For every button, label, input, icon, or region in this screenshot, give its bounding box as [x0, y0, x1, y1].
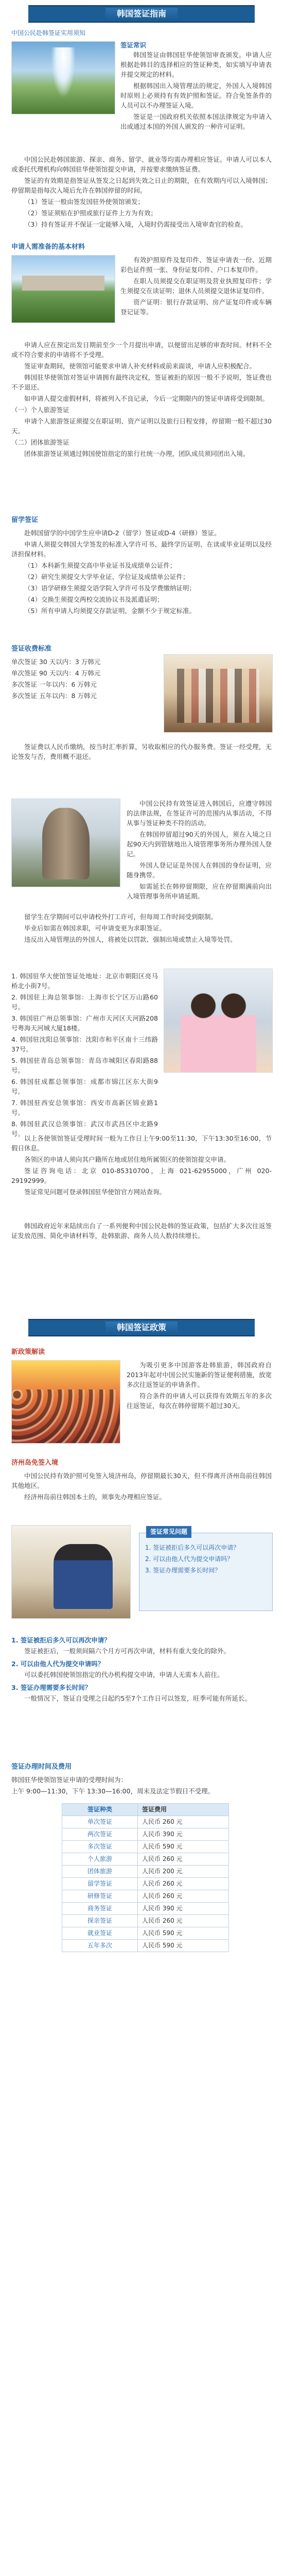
paragraph: 签证是一国政府机关依照本国法律规定为申请入出或通过本国的外国人颁发的一种许可证明。 [120, 113, 272, 130]
tag-jeju: 济州岛免签入境 [11, 1459, 59, 1467]
paragraph: 符合条件的申请人可以获得有效期五年的多次往返签证，每次在韩停留期不超过30天。 [127, 1392, 272, 1410]
faq-section [11, 1633, 272, 1706]
paragraph: 资产证明：银行存款证明、房产证复印件或车辆登记证等。 [120, 298, 272, 316]
paragraph: （1）签证一般由签发国驻外使领馆颁发； [24, 198, 144, 206]
faq-question: 3. 签证办理需要多长时间？ [11, 1684, 92, 1691]
faq-answer: 一般情况下，签证自受理之日起约5至7个工作日可以签发，旺季可能有所延长。 [24, 1694, 251, 1702]
banner-title: 韩国签证指南 [105, 8, 178, 20]
table-cell: 单次签证 [62, 1816, 138, 1828]
faq-question: 1. 签证被拒后多久可以再次申请？ [11, 1636, 111, 1644]
table-cell: 人民币 200 元 [138, 1866, 229, 1878]
paragraph: 如申请人提交虚假材料，将被列入不良记录，今后一定期限内的签证申请将受到限制。 [24, 395, 269, 402]
paragraph: 经济州岛前往韩国本土的，须事先办理相应签证。 [24, 1493, 166, 1501]
office-photo [11, 1525, 131, 1619]
paragraph: 以上各使领馆签证受理时间一般为工作日上午9:00至11:30，下午13:30至16:00，节假日休息。 [11, 1134, 272, 1152]
table-row [62, 1804, 229, 1816]
consulate-item: 1. 韩国驻华大使馆签证处地址：北京市朝阳区亮马桥北小街7号。 [11, 972, 158, 990]
study-visa-body [11, 528, 272, 617]
table-cell: 人民币 590 元 [138, 1841, 229, 1853]
paragraph: 各领区的申请人须向其户籍所在地或居住地所属领区的使领馆提交申请。 [24, 1156, 231, 1163]
fountain-photo [11, 41, 115, 114]
table-cell: 探亲签证 [62, 1915, 138, 1927]
jeju-body [11, 1471, 272, 1503]
paragraph: 签证常见问题可登录韩国驻华使馆官方网站查询。 [24, 1188, 166, 1196]
section3-body [11, 912, 272, 946]
campus-photo [11, 255, 115, 323]
table-row [62, 1841, 229, 1853]
paragraph: 签证咨询电话：北京 010-85310700，上海 021-62955000，广州 020-29192999。 [11, 1167, 272, 1184]
paragraph: 签证审查期间，使领馆可能要求申请人补充材料或前来面谈，申请人应积极配合。 [24, 362, 256, 370]
intro-label: 签证常识 [120, 41, 147, 49]
table-header: 签证种类 [62, 1804, 138, 1816]
subheading-study-visa: 留学签证 [11, 516, 39, 524]
subheading-fee-standard: 签证收费标准 [11, 645, 52, 653]
faq-callout-title: 签证常见问题 [146, 1526, 191, 1538]
fee-list [11, 657, 158, 702]
table-row [62, 1890, 229, 1903]
faq-answer: 可以委托韩国使领馆指定的代办机构提交申请，申请人无需本人前往。 [24, 1671, 224, 1679]
paragraph: （一）个人旅游签证 [11, 406, 69, 414]
paragraph: （4）交换生须提交两校交流协议书及派遣证明； [24, 596, 164, 603]
table-cell: 五年多次 [62, 1940, 138, 1952]
faq-callout-item: 2. 可以由他人代为提交申请吗？ [145, 1555, 234, 1563]
consulate-list [11, 971, 158, 1140]
paragraph: 外国人登记证是外国人在韩国的身份证明，应随身携带。 [127, 861, 272, 879]
table-cell: 两次签证 [62, 1828, 138, 1841]
paragraph: 中国公民持有效签证进入韩国后，应遵守韩国的法律法规，在签证许可的范围内从事活动，不得从事与签证种类不符的活动。 [127, 800, 272, 827]
faq-callout-list [145, 1543, 267, 1577]
paragraph: 团体旅游签证须通过韩国使馆指定的旅行社统一办理，团队成员须同团出入境。 [24, 450, 250, 457]
paragraph: 中国公民持有效护照可免签入境济州岛，停留期最长30天，但不得离开济州岛前往韩国其他地区。 [11, 1472, 272, 1489]
consulate-item: 6. 韩国驻成都总领事馆：成都市锦江区东大街9号。 [11, 1078, 158, 1095]
paragraph: 留学生在学期间可以申请校外打工许可，但每周工作时间受到限制。 [24, 913, 218, 921]
table-cell: 多次签证 [62, 1841, 138, 1853]
table-row [62, 1853, 229, 1866]
table-row [62, 1828, 229, 1841]
table-cell: 人民币 260 元 [138, 1915, 229, 1927]
table-cell: 人民币 260 元 [138, 1853, 229, 1866]
paragraph: 违反出入境管理法的外国人，将被处以罚款、强制出境或禁止入境等处罚。 [24, 936, 237, 943]
faq-callout-item: 3. 签证办理需要多长时间？ [145, 1567, 221, 1574]
materials-column [120, 255, 272, 318]
paragraph: 在职人员须提交在职证明及营业执照复印件；学生须提交在读证明；退休人员须提交退休证复印件。 [120, 277, 272, 295]
students-girls-photo [164, 969, 273, 1073]
paragraph: （二）团体旅游签证 [11, 438, 69, 446]
paragraph: 如需延长在韩停留期限，应在停留期满前向出入境管理事务所申请延期。 [127, 883, 272, 900]
paragraph: 签证的有效期是指签证从签发之日起到失效之日止的期限，在有效期内可以入境韩国；停留期是指每次入境后允许在韩国停留的时间。 [11, 177, 272, 194]
consulate-item: 8. 韩国驻武汉总领事馆：武汉市武昌区中北路9号。 [11, 1120, 158, 1138]
table-row [62, 1940, 229, 1952]
fee-item: 多次签证 一年以内：6 万韩元 [11, 681, 97, 688]
faq-question: 2. 可以由他人代为提交申请吗？ [11, 1660, 104, 1668]
banner-visa-guide [28, 5, 255, 23]
consulate-item: 2. 韩国驻上海总领事馆：上海市长宁区万山路60号。 [11, 993, 158, 1011]
paragraph: 毕业后如需在韩国求职，可申请变更为求职签证。 [24, 924, 166, 932]
paragraph: 韩国签证由韩国驻华使领馆审查颁发。申请人应根据赴韩目的选择相应的签证种类，如实填写申请表并提交规定的材料。 [120, 51, 272, 78]
subheading-materials: 申请人需准备的基本材料 [11, 243, 85, 251]
table-cell: 人民币 590 元 [138, 1927, 229, 1940]
table-cell: 人民币 390 元 [138, 1903, 229, 1915]
table-cell: 商务签证 [62, 1903, 138, 1915]
table-cell: 留学签证 [62, 1878, 138, 1890]
stay-rules-column [127, 799, 272, 903]
tag-new-policy: 新政策解读 [11, 1348, 45, 1356]
table-cell: 个人旅游 [62, 1853, 138, 1866]
table-row [62, 1915, 229, 1927]
consulate-item: 5. 韩国驻青岛总领事馆：青岛市城阳区春阳路88号。 [11, 1057, 158, 1074]
consulate-item: 3. 韩国驻广州总领事馆：广州市天河区天河路208号粤海天河城大厦18楼。 [11, 1014, 158, 1032]
table-row [62, 1903, 229, 1915]
table-cell: 研修签证 [62, 1890, 138, 1903]
crowd-photo [11, 1360, 120, 1444]
consulate-item: 7. 韩国驻西安总领事馆：西安市高新区锦业路1号。 [11, 1099, 158, 1116]
table-cell: 人民币 260 元 [138, 1878, 229, 1890]
paragraph: 有效护照原件及复印件、签证申请表一份、近期彩色证件照一张、身份证复印件、户口本复印件。 [120, 256, 272, 274]
table-row [62, 1816, 229, 1828]
table-cell: 团体旅游 [62, 1866, 138, 1878]
paragraph: 为吸引更多中国游客赴韩旅游，韩国政府自2013年起对中国公民实施新的签证便利措施，放宽多次往返签证的申请条件。 [127, 1361, 272, 1388]
fee-table [62, 1803, 229, 1952]
table-header: 签证费用 [138, 1804, 229, 1816]
paragraph: 申请人须提交韩国大学签发的标准入学许可书、最终学历证明、在读或毕业证明以及经济担保材料。 [11, 540, 272, 558]
table-cell: 人民币 260 元 [138, 1816, 229, 1828]
intro-column [120, 40, 272, 133]
paragraph: 上午 9:00—11:30，下午 13:30—16:00，周末及法定节假日不受理。 [11, 1787, 215, 1795]
paragraph: 中国公民赴韩国旅游、探亲、商务、留学、就业等均需办理相应签证。申请人可以本人或委托代理机构向韩国驻华使领馆提交申请，并按要求缴纳签证费。 [11, 156, 272, 173]
subheading-fee-table: 签证办理时间及费用 [11, 1763, 72, 1771]
section3-body-c [11, 1133, 272, 1198]
table-cell: 人民币 390 元 [138, 1828, 229, 1841]
students-photo [164, 654, 273, 733]
paragraph: （2）研究生须提交大学毕业证、学位证及成绩单公证件； [24, 573, 189, 581]
fee-item: 单次签证 30 天以内：3 万韩元 [11, 658, 101, 666]
table-row [62, 1927, 229, 1940]
table-row [62, 1866, 229, 1878]
consulate-item: 4. 韩国驻沈阳总领事馆：沈阳市和平区南十三纬路37号。 [11, 1036, 158, 1053]
table-cell: 就业签证 [62, 1927, 138, 1940]
section3-body-d [11, 1221, 272, 1242]
section2-body [11, 340, 272, 460]
table-cell: 人民币 260 元 [138, 1890, 229, 1903]
banner-title: 韩国签证政策 [105, 1321, 178, 1333]
kicker: 中国公民赴韩签证实用须知 [11, 29, 86, 37]
paragraph: 根据韩国出入境管理法的规定，外国人入境韩国时原则上必须持有有效护照和签证。符合免签条件的人员可以不办理签证入境。 [120, 82, 272, 109]
table-cell: 人民币 590 元 [138, 1940, 229, 1952]
fee-item: 单次签证 90 天以内：4 万韩元 [11, 669, 101, 677]
table-row [62, 1878, 229, 1890]
paragraph: （3）语学研修生须提交语学院入学许可书及学费缴纳证明； [24, 584, 196, 592]
paragraph: （1）本科新生须提交高中毕业证书及成绩单公证件； [24, 562, 176, 569]
paragraph: 申请人应在预定出发日期前至少一个月提出申请，以便留出足够的审查时间。材料不全或不符合要求的申请将不予受理。 [11, 341, 272, 359]
section1-body [11, 155, 272, 231]
new-policy-column [127, 1360, 272, 1412]
paragraph: （5）所有申请人均须提交存款证明，金额不少于规定标准。 [24, 607, 196, 615]
banner-visa-policy [28, 1319, 255, 1336]
paragraph: 签证费以人民币缴纳，按当时汇率折算，另收取相应的代办服务费。签证一经受理，无论签发与否，费用概不退还。 [11, 743, 272, 760]
paragraph: 韩国驻华使领馆对签证申请拥有最终决定权，签证被拒的原因一般不予说明，签证费也不予退还。 [11, 374, 272, 391]
paragraph: 赴韩国留学的中国学生应申请D-2（留学）签证或D-4（研修）签证。 [24, 529, 221, 537]
paragraph: 韩国驻华使领馆签证申请的受理时间为： [11, 1776, 128, 1784]
fee-item: 多次签证 五年以内：8 万韩元 [11, 692, 97, 700]
paragraph: （3）持有签证并不保证一定能够入境，入境时仍需接受出入境审查官的检查。 [24, 221, 247, 228]
stone-monument-photo [11, 799, 120, 887]
fee-table-note [11, 1775, 272, 1798]
faq-answer: 签证被拒后，一般须间隔六个月方可再次申请，材料有重大变化的除外。 [24, 1647, 231, 1655]
paragraph: 申请个人旅游签证须提交在职证明、资产证明以及旅行日程安排，停留期一般不超过30天。 [11, 417, 272, 435]
fee-note [11, 742, 272, 763]
paragraph: 在韩国停留超过90天的外国人，须在入境之日起90天内到管辖地出入境管理事务所办理外国人登记。 [127, 831, 272, 858]
paragraph: （2）签证须贴在护照或旅行证件上方为有效； [24, 209, 157, 217]
paragraph: 韩国政府近年来陆续出台了一系列便利中国公民赴韩的签证政策，包括扩大多次往返签证发放范围、简化申请材料等，赴韩旅游、商务人员人数持续增长。 [11, 1222, 272, 1240]
faq-callout-item: 1. 签证被拒后多久可以再次申请？ [145, 1544, 240, 1551]
